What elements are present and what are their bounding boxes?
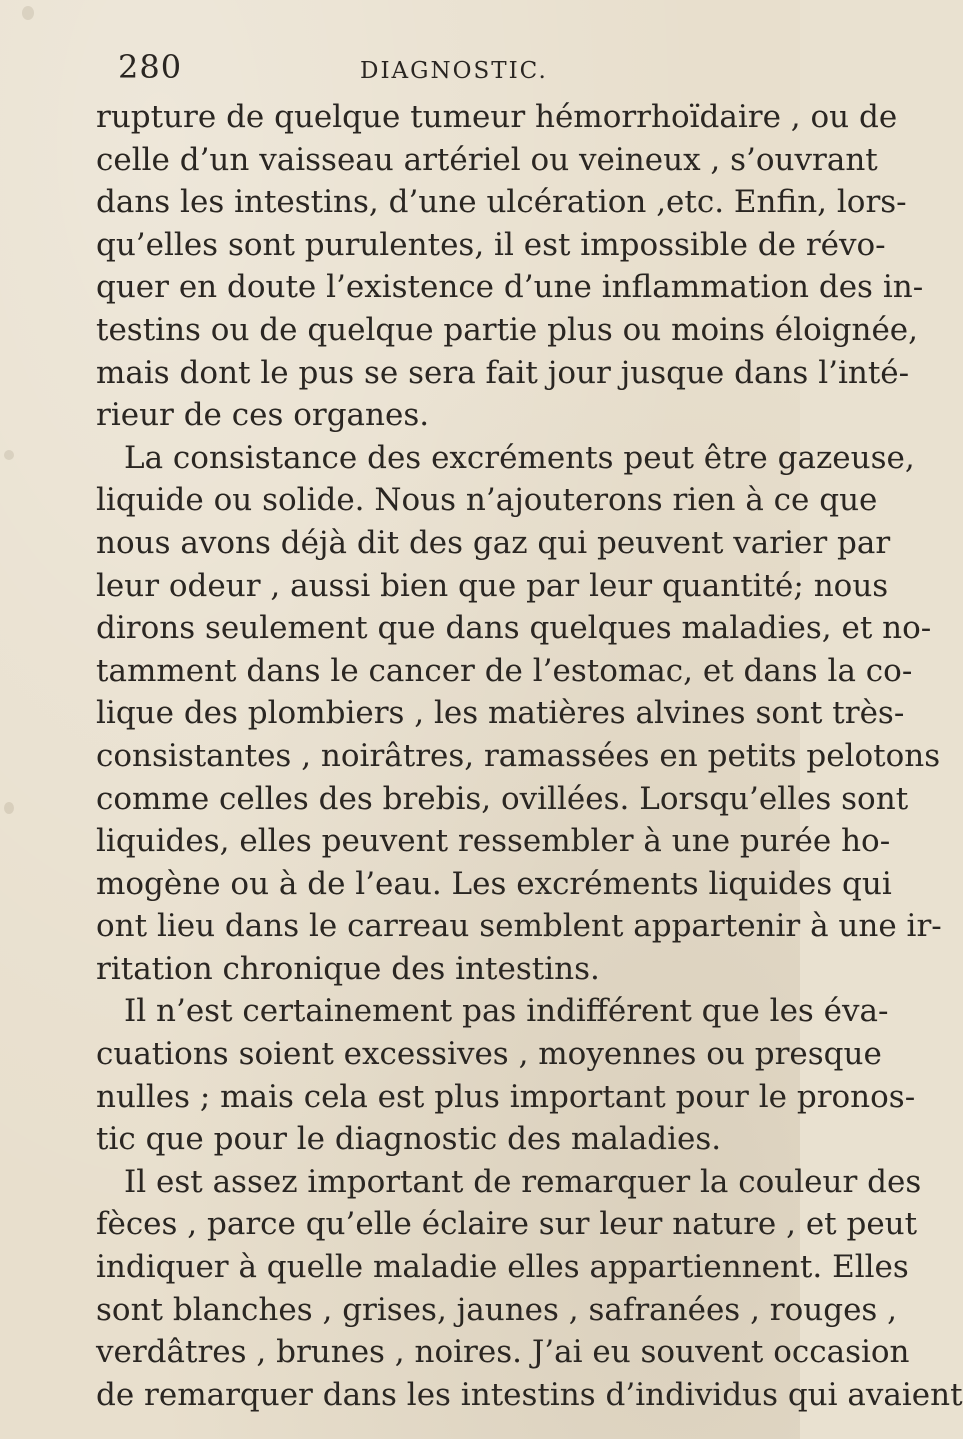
text-line: comme celles des brebis, ovillées. Lorsqu’elles sont [96,780,909,817]
text-line: testins ou de quelque partie plus ou moins éloignée, [96,311,918,348]
text-line: mogène ou à de l’eau. Les excréments liquides qui [96,865,892,902]
ink-spot [4,450,14,460]
ink-spot [4,802,14,814]
text-line: celle d’un vaisseau artériel ou veineux , s’ouvrant [96,141,878,178]
ink-spot [22,6,34,20]
text-line: Il n’est certainement pas indifférent que les éva- [124,993,889,1030]
text-line: rupture de quelque tumeur hémorrhoïdaire , ou de [96,99,898,135]
text-line: tamment dans le cancer de l’estomac, et dans la co- [96,652,913,689]
text-line: quer en doute l’existence d’une inflammation des in- [96,269,924,306]
text-line: sont blanches , grises, jaunes , safranées , rouges , [96,1291,898,1328]
text-line: qu’elles sont purulentes, il est impossible de révo- [96,226,886,263]
paragraph-1 [96,96,924,437]
text-line: La consistance des excréments peut être gazeuse, [124,439,915,476]
text-line: verdâtres , brunes , noires. J’ai eu souvent occasion [96,1334,910,1371]
text-line: liquide ou solide. Nous n’ajouterons rien à ce que [96,482,878,519]
body-text [96,96,963,1416]
text-line: indiquer à quelle maladie elles appartiennent. Elles [96,1249,909,1286]
text-line: de remarquer dans les intestins d’individus qui avaient [96,1376,963,1413]
paragraph-2 [96,437,942,991]
text-line: ont lieu dans le carreau semblent appartenir à une ir- [96,908,942,945]
text-line: ritation chronique des intestins. [96,950,600,987]
text-line: dans les intestins, d’une ulcération ,etc. Enfin, lors- [96,184,907,221]
text-line: nulles ; mais cela est plus important pour le pronos- [96,1078,916,1115]
text-line: mais dont le pus se sera fait jour jusque dans l’inté- [96,354,910,391]
text-line: tic que pour le diagnostic des maladies. [96,1121,722,1158]
paragraph-4 [96,1161,963,1417]
page-number: 280 [118,48,183,86]
text-line: rieur de ces organes. [96,397,430,434]
text-line: cuations soient excessives , moyennes ou presque [96,1036,882,1073]
text-line: nous avons déjà dit des gaz qui peuvent varier par [96,524,891,561]
text-line: Il est assez important de remarquer la couleur des [124,1163,922,1200]
paragraph-3 [96,990,916,1160]
page-header [118,40,730,90]
text-line: dirons seulement que dans quelques maladies, et no- [96,610,932,647]
text-line: liquides, elles peuvent ressembler à une purée ho- [96,823,891,860]
text-line: leur odeur , aussi bien que par leur quantité; nous [96,567,889,604]
running-title: DIAGNOSTIC. [360,58,548,84]
text-line: lique des plombiers , les matières alvines sont très- [96,695,905,732]
text-line: consistantes , noirâtres, ramassées en petits pelotons [96,737,941,774]
text-line: fèces , parce qu’elle éclaire sur leur nature , et peut [96,1206,918,1243]
